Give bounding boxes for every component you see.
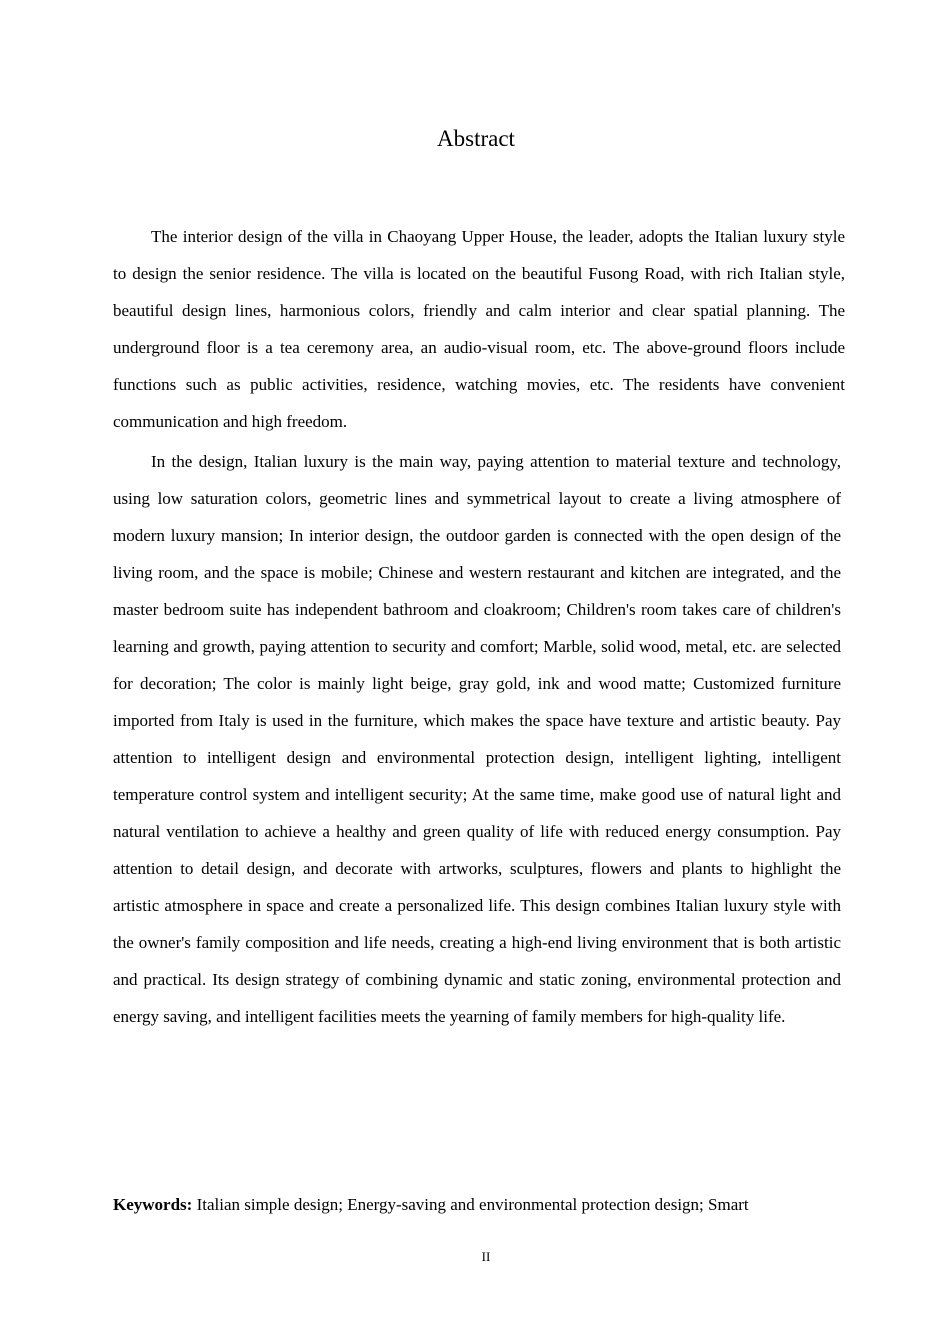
keywords-line xyxy=(113,1186,873,1223)
abstract-paragraph-1: The interior design of the villa in Chaoyang Upper House, the leader, adopts the Italian luxury style to design the senior residence. The villa is located on the beautiful Fusong Road, with rich Italian style, beautiful design lines, harmonious colors, friendly and calm interior and clear spatial planning. The underground floor is a tea ceremony area, an audio-visual room, etc. The above-ground floors include functions such as public activities, residence, watching movies, etc. The residents have convenient communication and high freedom. xyxy=(113,227,845,431)
keywords-label: Keywords: xyxy=(113,1195,193,1214)
page-number: II xyxy=(481,1249,491,1264)
keywords-text: Italian simple design; Energy-saving and environmental protection design; Smart xyxy=(196,1195,749,1214)
abstract-paragraph-2: In the design, Italian luxury is the main way, paying attention to material texture and technology, using low saturation colors, geometric lines and symmetrical layout to create a living atmosphere of modern luxury mansion; In interior design, the outdoor garden is connected with the open design of the living room, and the space is mobile; Chinese and western restaurant and kitchen are integrated, and the master bedroom suite has independent bathroom and cloakroom; Children's room takes care of children's learning and growth, paying attention to security and comfort; Marble, solid wood, metal, etc. are selected for decoration; The color is mainly light beige, gray gold, ink and wood matte; Customized furniture imported from Italy is used in the furniture, which makes the space have texture and artistic beauty. Pay attention to intelligent design and environmental protection design, intelligent lighting, intelligent temperature control system and intelligent security; At the same time, make good use of natural light and natural ventilation to achieve a healthy and green quality of life with reduced energy consumption. Pay attention to detail design, and decorate with artworks, sculptures, flowers and plants to highlight the artistic atmosphere in space and create a personalized life. This design combines Italian luxury style with the owner's family composition and life needs, creating a high-end living environment that is both artistic and practical. Its design strategy of combining dynamic and static zoning, environmental protection and energy saving, and intelligent facilities meets the yearning of family members for high-quality life. xyxy=(113,452,841,1026)
page-title: Abstract xyxy=(437,126,515,151)
